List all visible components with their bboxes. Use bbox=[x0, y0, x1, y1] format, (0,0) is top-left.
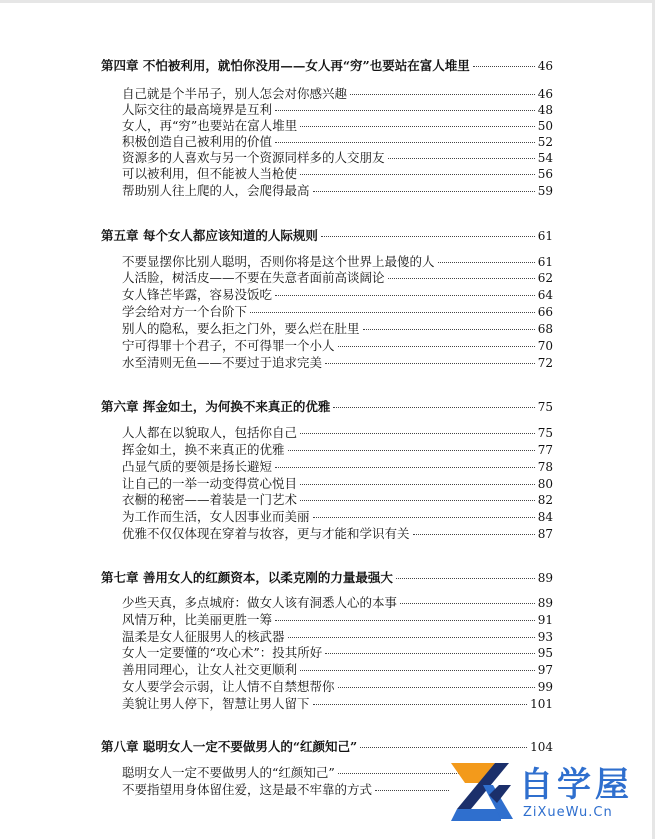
page-number: 104 bbox=[530, 740, 553, 754]
page-number: 48 bbox=[537, 103, 553, 117]
dot-leader bbox=[375, 790, 449, 791]
toc-entry[interactable] bbox=[122, 524, 553, 542]
page-number: 59 bbox=[537, 184, 553, 198]
dot-leader bbox=[338, 773, 459, 774]
entry-title: 不要指望用身体留住爱，这是最不牢靠的方式 bbox=[122, 782, 373, 797]
entry-title: 风情万种，比美丽更胜一筹 bbox=[122, 612, 273, 627]
dot-leader bbox=[275, 295, 535, 296]
page-number: 77 bbox=[537, 443, 553, 457]
page-number: 61 bbox=[537, 229, 553, 243]
page-number: 99 bbox=[537, 680, 553, 694]
entry-title: 让自己的一举一动变得赏心悦目 bbox=[122, 476, 298, 491]
page-number: 87 bbox=[537, 527, 553, 541]
toc-chapter-6[interactable] bbox=[101, 397, 553, 415]
toc-entry[interactable] bbox=[122, 780, 452, 798]
dot-leader bbox=[325, 653, 534, 654]
entry-title: 学会给对方一个台阶下 bbox=[122, 304, 248, 319]
dot-leader bbox=[300, 500, 535, 501]
toc-entry[interactable] bbox=[122, 285, 553, 303]
page-number: 64 bbox=[537, 288, 553, 302]
dot-leader bbox=[288, 450, 535, 451]
page-number: 50 bbox=[537, 119, 553, 133]
dot-leader bbox=[275, 467, 535, 468]
entry-title: 人际交往的最高境界是互利 bbox=[122, 102, 273, 117]
entry-title: 善用同理心，让女人社交更顺利 bbox=[122, 662, 298, 677]
entry-title: 聪明女人一定不要做男人的“红颜知己” bbox=[122, 765, 335, 780]
page-number: 95 bbox=[537, 646, 553, 660]
dot-leader bbox=[313, 704, 528, 705]
entry-title: 凸显气质的要领是扬长避短 bbox=[122, 459, 273, 474]
entry-title: 自己就是个半吊子，别人怎会对你感兴趣 bbox=[122, 86, 348, 101]
toc-entry[interactable] bbox=[122, 660, 553, 678]
dot-leader bbox=[400, 603, 535, 604]
page-edge-top bbox=[0, 0, 655, 3]
dot-leader bbox=[313, 517, 535, 518]
dot-leader bbox=[288, 637, 535, 638]
dot-leader bbox=[388, 278, 535, 279]
entry-title: 可以被利用，但不能被人当枪使 bbox=[122, 166, 298, 181]
toc-entry[interactable] bbox=[122, 694, 553, 712]
page-number: 46 bbox=[537, 87, 553, 101]
toc-chapter-7[interactable] bbox=[101, 568, 553, 586]
toc-chapter-5[interactable] bbox=[101, 226, 553, 244]
toc-entry[interactable] bbox=[122, 423, 553, 441]
entry-title: 人人都在以貌取人，包括你自己 bbox=[122, 425, 298, 440]
toc-entry[interactable] bbox=[122, 643, 553, 661]
entry-title: 别人的隐私，要么拒之门外，要么烂在肚里 bbox=[122, 321, 360, 336]
page-number: 54 bbox=[537, 151, 553, 165]
toc-entry[interactable] bbox=[122, 457, 553, 475]
page-number: 46 bbox=[537, 59, 553, 73]
dot-leader bbox=[275, 110, 535, 111]
entry-title: 美貌让男人停下，智慧让男人留下 bbox=[122, 696, 310, 711]
dot-leader bbox=[363, 329, 535, 330]
page-number: 89 bbox=[537, 571, 553, 585]
chapter-title: 第五章 每个女人都应该知道的人际规则 bbox=[101, 228, 318, 243]
dot-leader bbox=[413, 534, 535, 535]
page-number: 72 bbox=[537, 356, 553, 370]
dot-leader bbox=[325, 363, 535, 364]
dot-leader bbox=[300, 484, 535, 485]
page-number: 56 bbox=[537, 167, 553, 181]
dot-leader bbox=[250, 312, 535, 313]
entry-title: 积极创造自己被利用的价值 bbox=[122, 134, 273, 149]
entry-title: 人活脸，树活皮——不要在失意者面前高谈阔论 bbox=[122, 270, 385, 285]
dot-leader bbox=[388, 158, 535, 159]
page-number: 97 bbox=[537, 663, 553, 677]
dot-leader bbox=[321, 236, 535, 237]
entry-title: 温柔是女人征服男人的核武器 bbox=[122, 629, 285, 644]
entry-title: 女人一定要懂的“攻心术”：投其所好 bbox=[122, 645, 323, 660]
entry-title: 不要显摆你比别人聪明，否则你将是这个世界上最傻的人 bbox=[122, 254, 435, 269]
chapter-title: 第八章 聪明女人一定不要做男人的“红颜知己” bbox=[101, 739, 358, 754]
toc-entry[interactable] bbox=[122, 677, 553, 695]
chapter-title: 第七章 善用女人的红颜资本，以柔克刚的力量最强大 bbox=[101, 570, 393, 585]
dot-leader bbox=[275, 620, 535, 621]
zx-logo-icon bbox=[449, 755, 515, 825]
dot-leader bbox=[333, 407, 534, 408]
page-number: 70 bbox=[537, 339, 553, 353]
toc-entry[interactable] bbox=[122, 302, 553, 320]
page-number: 66 bbox=[537, 305, 553, 319]
entry-title: 女人，再“穷”也要站在富人堆里 bbox=[122, 118, 298, 133]
entry-title: 衣橱的秘密——着装是一门艺术 bbox=[122, 492, 298, 507]
dot-leader bbox=[300, 670, 535, 671]
dot-leader bbox=[338, 346, 535, 347]
dot-leader bbox=[396, 578, 535, 579]
page-number: 75 bbox=[537, 400, 553, 414]
page-number: 93 bbox=[537, 630, 553, 644]
dot-leader bbox=[313, 191, 535, 192]
entry-title: 优雅不仅仅体现在穿着与妆容，更与才能和学识有关 bbox=[122, 526, 410, 541]
entry-title: 女人锋芒毕露，容易没饭吃 bbox=[122, 287, 273, 302]
entry-title: 资源多的人喜欢与另一个资源同样多的人交朋友 bbox=[122, 150, 385, 165]
entry-title: 宁可得罪十个君子，不可得罪一个小人 bbox=[122, 338, 335, 353]
page-number: 91 bbox=[537, 613, 553, 627]
entry-title: 少些天真，多点城府：做女人该有洞悉人心的本事 bbox=[122, 595, 398, 610]
toc-chapter-4[interactable] bbox=[101, 56, 553, 74]
page-number: 62 bbox=[537, 271, 553, 285]
toc-entry[interactable] bbox=[122, 610, 553, 628]
dot-leader bbox=[275, 142, 535, 143]
entry-title: 挥金如土，换不来真正的优雅 bbox=[122, 442, 285, 457]
page-number: 101 bbox=[530, 697, 553, 711]
dot-leader bbox=[473, 66, 535, 67]
page-number: 89 bbox=[537, 596, 553, 610]
dot-leader bbox=[438, 262, 535, 263]
page-number: 82 bbox=[537, 493, 553, 507]
toc-entry[interactable] bbox=[122, 490, 553, 508]
toc-entry[interactable] bbox=[122, 593, 553, 611]
dot-leader bbox=[350, 94, 535, 95]
watermark-url: ZiXueWu.Cn bbox=[523, 805, 613, 820]
dot-leader bbox=[300, 433, 535, 434]
chapter-title: 第四章 不怕被利用，就怕你没用——女人再“穷”也要站在富人堆里 bbox=[101, 58, 470, 73]
toc-entry[interactable] bbox=[122, 268, 553, 286]
page-number: 75 bbox=[537, 426, 553, 440]
toc-entry[interactable] bbox=[122, 319, 553, 337]
page-number: 84 bbox=[537, 510, 553, 524]
page-number: 78 bbox=[537, 460, 553, 474]
dot-leader bbox=[338, 687, 535, 688]
chapter-title: 第六章 挥金如土，为何换不来真正的优雅 bbox=[101, 399, 331, 414]
page-number: 80 bbox=[537, 477, 553, 491]
toc-entry[interactable] bbox=[122, 763, 462, 781]
page-number: 61 bbox=[537, 255, 553, 269]
toc-entry[interactable] bbox=[122, 164, 553, 182]
site-watermark bbox=[445, 747, 655, 839]
entry-title: 为工作而生活，女人因事业而美丽 bbox=[122, 509, 310, 524]
entry-title: 水至清则无鱼——不要过于追求完美 bbox=[122, 355, 323, 370]
toc-entry[interactable] bbox=[122, 353, 553, 371]
dot-leader bbox=[300, 174, 535, 175]
toc-entry[interactable] bbox=[122, 507, 553, 525]
page-number: 68 bbox=[537, 322, 553, 336]
toc-entry[interactable] bbox=[122, 440, 553, 458]
toc-entry[interactable] bbox=[122, 181, 553, 199]
watermark-text: 自学屋 bbox=[519, 765, 633, 805]
toc-entry[interactable] bbox=[122, 336, 553, 354]
entry-title: 女人要学会示弱，让人情不自禁想帮你 bbox=[122, 679, 335, 694]
page-number: 52 bbox=[537, 135, 553, 149]
entry-title: 帮助别人往上爬的人，会爬得最高 bbox=[122, 183, 310, 198]
dot-leader bbox=[300, 126, 534, 127]
